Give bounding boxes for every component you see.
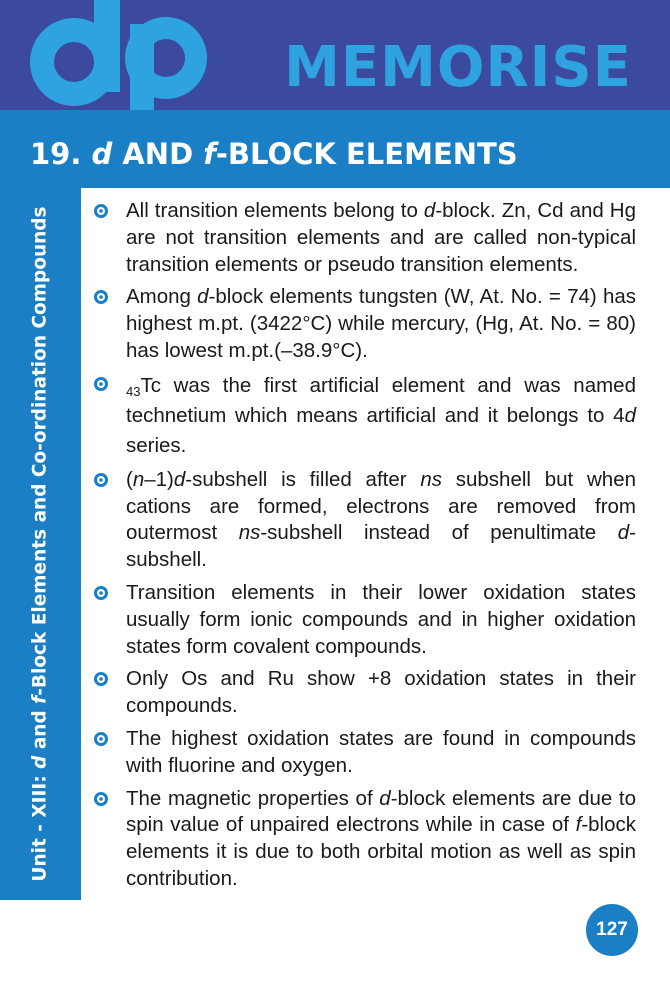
dp-logo-icon xyxy=(18,0,223,110)
chapter-title-rest: -BLOCK ELEMENTS xyxy=(215,137,518,171)
bullet-icon xyxy=(94,586,108,600)
brand-title: MEMORISE xyxy=(284,35,632,100)
bullet-icon xyxy=(94,672,108,686)
list-item: The highest oxidation states are found in compounds with fluorine and oxygen. xyxy=(92,726,636,780)
list-item: Transition elements in their lower oxidation states usually form ionic compounds and in higher oxidation states form covalent compounds. xyxy=(92,580,636,660)
page-number-badge: 127 xyxy=(586,904,638,956)
bullet-icon xyxy=(94,204,108,218)
list-item: (n–1)d-subshell is filled after ns subshell but when cations are formed, electrons are removed from outermost ns-subshell instead of penultimate d-subshell. xyxy=(92,467,636,574)
chapter-title xyxy=(30,137,518,171)
unit-label: Unit - XIII: d and f-Block Elements and Co-ordination Compounds xyxy=(29,206,51,882)
chapter-number: 19. xyxy=(30,137,82,171)
list-item: The magnetic properties of d-block elements are due to spin value of unpaired electrons while in case of f-block elements it is due to both orbital motion as well as spin contribution. xyxy=(92,786,636,893)
chapter-title-d: d xyxy=(91,137,113,171)
list-item: $_{43}$Tc was the first artificial element and was named technetium which means artificial and it belongs to 4d series. xyxy=(92,371,636,461)
bullet-icon xyxy=(94,732,108,746)
chapter-title-f: f xyxy=(203,137,216,171)
bullet-icon xyxy=(94,290,108,304)
list-item: Among d-block elements tungsten (W, At. No. = 74) has highest m.pt. (3422°C) while mercury, (Hg, At. No. = 80) has lowest m.pt.(–38.9°C). xyxy=(92,284,636,364)
list-item: All transition elements belong to d-block. Zn, Cd and Hg are not transition elements and are called non-typical transition elements or pseudo transition elements. xyxy=(92,198,636,278)
bullet-icon xyxy=(94,792,108,806)
chapter-title-and: AND xyxy=(122,137,194,171)
key-points-list xyxy=(92,198,636,899)
list-item: Only Os and Ru show +8 oxidation states in their compounds. xyxy=(92,666,636,720)
header-banner xyxy=(0,0,670,110)
bullet-icon xyxy=(94,473,108,487)
bullet-icon xyxy=(94,377,108,391)
